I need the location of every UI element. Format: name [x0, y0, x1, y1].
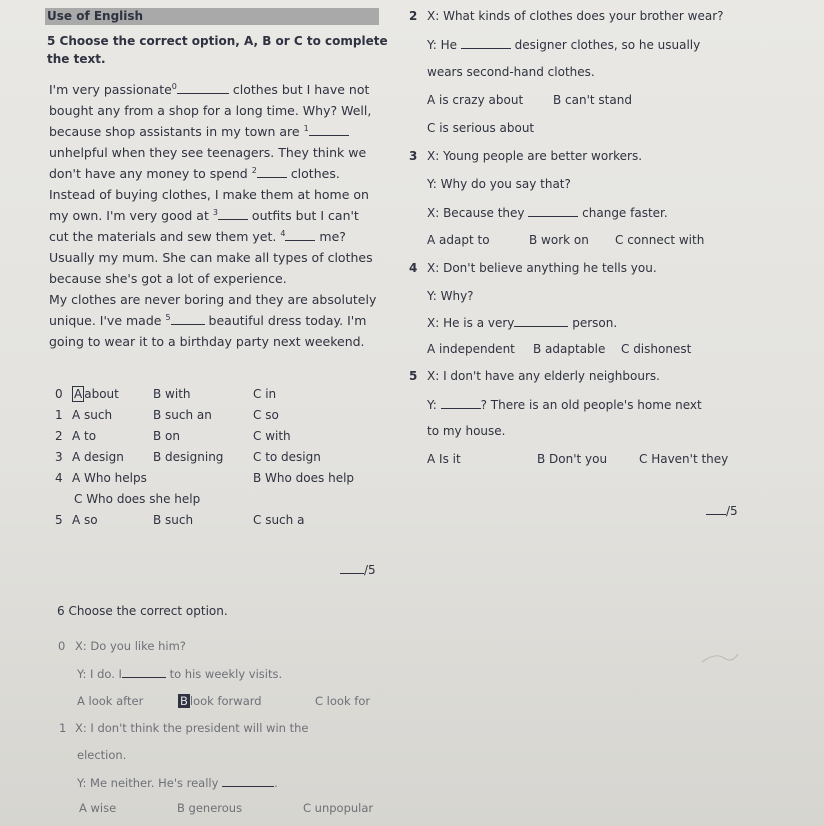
ex5-score[interactable]: /5: [340, 562, 376, 577]
ex5-option-a[interactable]: A such: [72, 408, 113, 422]
ex5-option-number: 4: [55, 471, 63, 485]
ex5-option-c[interactable]: C to design: [253, 450, 321, 464]
ex6-option-c[interactable]: C look for: [315, 694, 371, 708]
q5-y-cont: to my house.: [427, 424, 506, 438]
ex5-option-a[interactable]: A to: [72, 429, 97, 443]
q5-y: Y: ? There is an old people's home next: [427, 398, 702, 412]
q4-y: Y: Why?: [427, 289, 474, 303]
gap-blank[interactable]: [218, 208, 248, 220]
q4-option-c[interactable]: C dishonest: [621, 342, 692, 356]
gap-blank[interactable]: [285, 229, 315, 241]
ex6-option-b[interactable]: B generous: [177, 801, 243, 815]
ex5-option-b[interactable]: B designing: [153, 450, 224, 464]
ex6-q1-y: Y: Me neither. He's really .: [77, 776, 278, 790]
q2-option-a[interactable]: A is crazy about: [427, 93, 524, 107]
pencil-mark-icon: [700, 648, 740, 668]
ex5-option-number: 0: [55, 387, 63, 401]
ex5-option-number: 2: [55, 429, 63, 443]
ex5-text-line: unique. I've made $^5$ beautiful dress today. I'm: [49, 313, 367, 329]
right-score[interactable]: /5: [706, 503, 738, 518]
ex5-option-b[interactable]: B such: [153, 513, 194, 527]
ex5-option-a[interactable]: A about: [74, 387, 119, 401]
ex5-option-b[interactable]: B Who does help: [253, 471, 355, 485]
ex6-q-number: 1: [59, 721, 67, 735]
ex6-option-a[interactable]: A look after: [77, 694, 144, 708]
ex6-option-b[interactable]: B look forward: [180, 694, 262, 708]
ex5-option-a[interactable]: A so: [72, 513, 98, 527]
ex5-option-b[interactable]: B with: [153, 387, 191, 401]
q5-option-b[interactable]: B Don't you: [537, 452, 608, 466]
ex5-option-number: 5: [55, 513, 63, 527]
ex5-option-c[interactable]: C such a: [253, 513, 305, 527]
ex5-option-a[interactable]: A Who helps: [72, 471, 147, 485]
ex5-text-line: unhelpful when they see teenagers. They think we: [49, 145, 367, 160]
gap-blank[interactable]: [177, 82, 229, 94]
ex5-option-b[interactable]: B such an: [153, 408, 212, 422]
q4-x2: X: He is a very person.: [427, 316, 618, 330]
gap-blank[interactable]: [257, 166, 287, 178]
ex6-title: 6 Choose the correct option.: [57, 604, 228, 618]
ex5-text-line: because she's got a lot of experience.: [49, 271, 287, 286]
gap-blank[interactable]: [171, 313, 205, 325]
q-number: 3: [409, 149, 418, 163]
gap-blank[interactable]: [514, 315, 568, 327]
ex5-option-c[interactable]: C in: [253, 387, 277, 401]
ex5-text-line: bought any from a shop for a long time. Why? Well,: [49, 103, 372, 118]
ex5-option-number: 1: [55, 408, 63, 422]
gap-blank[interactable]: [441, 397, 481, 409]
q3-option-c[interactable]: C connect with: [615, 233, 705, 247]
q3-x2: X: Because they change faster.: [427, 206, 668, 220]
ex5-option-number: 3: [55, 450, 63, 464]
ex5-text-line: because shop assistants in my town are $^1$: [49, 124, 349, 139]
ex5-text-line: going to wear it to a birthday party next weekend.: [49, 334, 365, 349]
gap-blank[interactable]: [461, 37, 511, 49]
ex5-text-line: Instead of buying clothes, I make them at home on: [49, 187, 369, 202]
ex5-text-line: cut the materials and sew them yet. $^4$ me?: [49, 229, 346, 245]
q4-option-a[interactable]: A independent: [427, 342, 515, 356]
q2-option-c[interactable]: C is serious about: [427, 121, 535, 135]
q4-x: X: Don't believe anything he tells you.: [427, 261, 657, 275]
ex5-text-line: I'm very passionate$^0$ clothes but I have not: [49, 82, 370, 98]
ex6-q0-y: Y: I do. I to his weekly visits.: [77, 667, 283, 681]
ex6-option-a[interactable]: A wise: [79, 801, 117, 815]
ex5-text-line: My clothes are never boring and they are absolutely: [49, 292, 377, 307]
q2-option-b[interactable]: B can't stand: [553, 93, 632, 107]
ex5-option-c[interactable]: C with: [253, 429, 291, 443]
gap-blank[interactable]: [528, 205, 578, 217]
q2-x: X: What kinds of clothes does your brother wear?: [427, 9, 724, 23]
q4-option-b[interactable]: B adaptable: [533, 342, 606, 356]
ex6-q-number: 0: [58, 639, 66, 653]
q-number: 5: [409, 369, 418, 383]
gap-blank[interactable]: [122, 666, 166, 678]
ex6-option-c[interactable]: C unpopular: [303, 801, 374, 815]
q5-option-c[interactable]: C Haven't they: [639, 452, 729, 466]
gap-blank[interactable]: [309, 124, 349, 136]
ex6-q1-x: X: I don't think the president will win the: [75, 721, 309, 735]
q-number: 2: [409, 9, 418, 23]
ex5-option-b[interactable]: B on: [153, 429, 180, 443]
ex5-text-line: Usually my mum. She can make all types of clothes: [49, 250, 373, 265]
ex5-option-a[interactable]: A design: [72, 450, 124, 464]
ex6-q0-x: X: Do you like him?: [75, 639, 186, 653]
section-heading: Use of English: [47, 9, 144, 23]
q-number: 4: [409, 261, 418, 275]
q3-option-a[interactable]: A adapt to: [427, 233, 490, 247]
q3-x: X: Young people are better workers.: [427, 149, 643, 163]
ex5-option-c[interactable]: C Who does she help: [74, 492, 201, 506]
q3-y: Y: Why do you say that?: [427, 177, 571, 191]
q2-y-cont: wears second-hand clothes.: [427, 65, 595, 79]
ex5-option-c[interactable]: C so: [253, 408, 279, 422]
gap-blank[interactable]: [222, 775, 274, 787]
ex5-title: 5 Choose the correct option, A, B or C to complete: [47, 34, 388, 48]
q2-y: Y: He designer clothes, so he usually: [427, 38, 701, 52]
ex5-title-line2: the text.: [47, 52, 106, 66]
ex5-text-line: don't have any money to spend $^2$ clothes.: [49, 166, 340, 182]
q5-x: X: I don't have any elderly neighbours.: [427, 369, 660, 383]
ex5-text-line: my own. I'm very good at $^3$ outfits but I can't: [49, 208, 359, 224]
ex6-q1-x-cont: election.: [77, 748, 127, 762]
q3-option-b[interactable]: B work on: [529, 233, 589, 247]
q5-option-a[interactable]: A Is it: [427, 452, 461, 466]
